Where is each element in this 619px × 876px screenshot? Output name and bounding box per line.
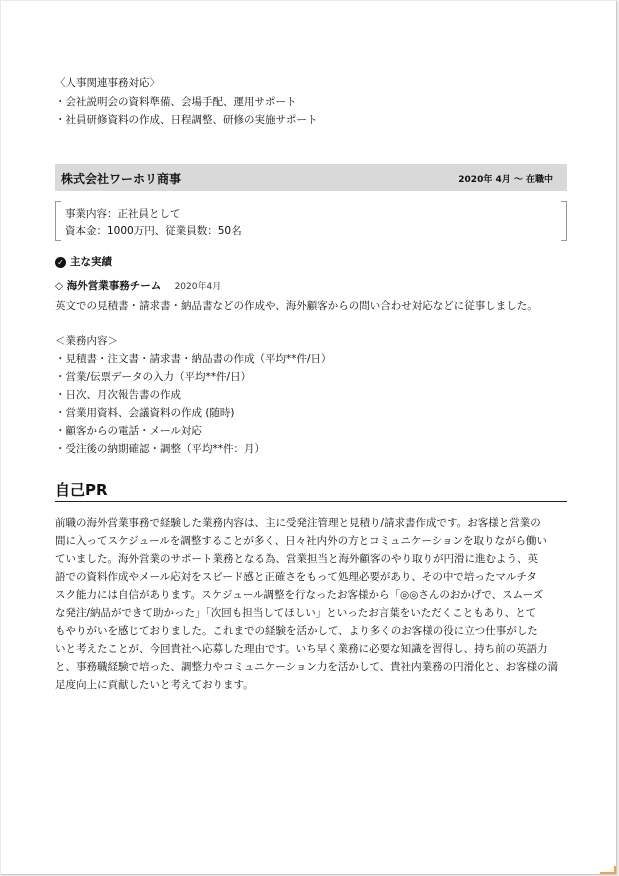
team-summary: 英文での見積書・請求書・納品書などの作成や、海外顧客からの問い合わせ対応などに従事しました。	[55, 300, 538, 312]
achievements-heading-label: 主な実績	[70, 256, 112, 268]
self-pr-line: 前職の海外営業事務で経験した業務内容は、主に受発注管理と見積り/請求書作成です。お客様と営業の	[55, 517, 541, 529]
employment-period: 2020年 4月 〜 在職中	[458, 175, 553, 185]
company-info-line: 事業内容：正社員として	[65, 208, 181, 220]
previous-section-line: ・会社説明会の資料準備、会場手配、運用サポート	[55, 96, 297, 108]
previous-section-line: 〈人事関連事務対応〉	[55, 77, 160, 89]
page-corner-mark	[600, 866, 616, 874]
self-pr-line: もやりがいを感じておりました。これまでの経験を活かして、より多くのお客様の役に立つ仕事がした	[55, 625, 538, 637]
self-pr-line: スク能力には自信があります。スケジュール調整を行なったお客様から「◎◎さんのおかげで、スムーズ	[55, 589, 544, 601]
self-pr-line: 語での資料作成やメール応対をスピード感と正確さをもって処理必要があり、その中で培ったマルチタ	[55, 571, 537, 583]
self-pr-line: ていました。海外営業のサポート業務となる為、営業担当と海外顧客のやり取りが円滑に進むよう、英	[55, 553, 538, 565]
self-pr-line: 間に入ってスケジュールを調整することが多く、日々社内外の方とコミュニケーションを取りながら働い	[55, 535, 548, 547]
self-pr-line: 足度向上に貢献したいと考えております。	[55, 679, 254, 691]
check-circle-icon: ✓	[55, 257, 66, 268]
team-date: 2020年4月	[174, 282, 222, 292]
document-page	[1, 1, 617, 875]
duty-item: ・営業/伝票データの入力（平均**件/日）	[55, 371, 252, 383]
company-info-line: 資本金：1000万円、従業員数：50名	[65, 225, 242, 237]
section-divider	[55, 501, 567, 502]
duty-item: ・営業用資料、会議資料の作成 (随時)	[55, 407, 235, 419]
team-name: ◇ 海外営業事務チーム	[55, 280, 162, 292]
previous-section-line: ・社員研修資料の作成、日程調整、研修の実施サポート	[55, 114, 318, 126]
self-pr-line: と、事務職経験で培った、調整力やコミュニケーション力を活かして、貴社内業務の円滑化と、お客様の満	[55, 661, 559, 673]
info-bracket-left	[55, 201, 61, 241]
achievements-heading	[55, 254, 112, 269]
company-header	[55, 164, 567, 191]
duty-item: ・受注後の納期確認・調整（平均**件：月）	[55, 443, 265, 455]
duty-item: ・顧客からの電話・メール対応	[55, 425, 202, 437]
self-pr-title: 自己PR	[55, 481, 108, 499]
company-name: 株式会社ワーホリ商事	[61, 172, 182, 186]
duties-heading: ＜業務内容＞	[55, 335, 118, 347]
duty-item: ・日次、月次報告書の作成	[55, 389, 181, 401]
team-row	[55, 278, 221, 293]
self-pr-line: いと考えたことが、今回貴社へ応募した理由です。いち早く業務に必要な知識を習得し、持ち前の英語力	[55, 643, 548, 655]
self-pr-line: な発注/納品ができて助かった」「次回も担当してほしい」といったお言葉をいただくこともあり、とて	[55, 607, 537, 619]
info-bracket-right	[561, 201, 567, 241]
duty-item: ・見積書・注文書・請求書・納品書の作成（平均**件/日）	[55, 353, 332, 365]
